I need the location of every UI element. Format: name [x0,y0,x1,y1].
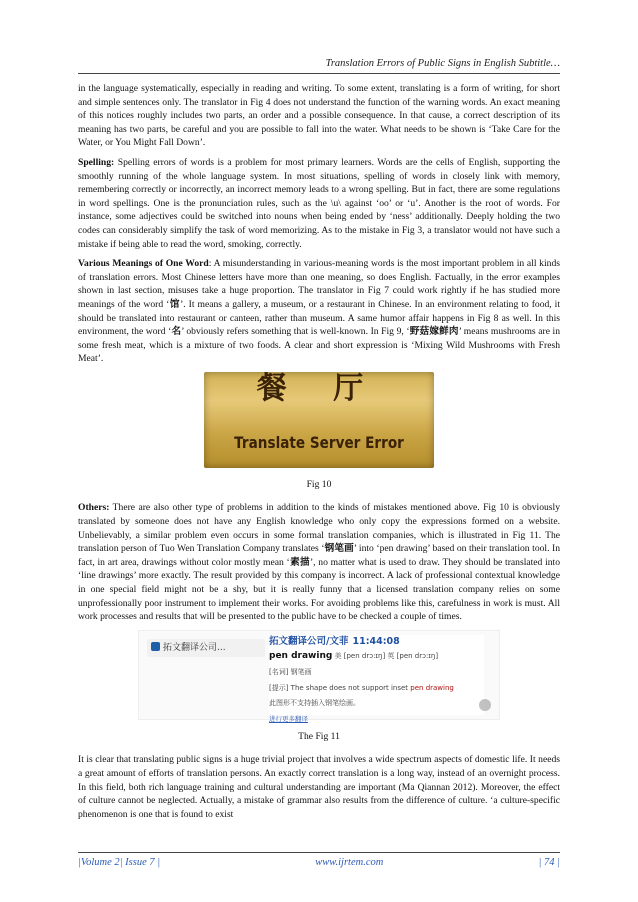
more-link-line [269,713,484,727]
paragraph-spelling [78,156,560,251]
spelling-heading: Spelling: [78,156,115,168]
header-rule [78,73,560,74]
warning-word: pen drawing [410,683,454,692]
others-text-b: ’ into ‘pen drawing’ based on their translation tool. In fact, in art area, drawings without color mostly mean ‘ [78,543,561,568]
cjk-term-pen-drawing: 钢笔画 [324,543,354,555]
paragraph-others [78,501,560,623]
sign-english-text: Translate Server Error [234,432,404,452]
translation-company-logo [147,639,265,657]
others-heading: Others: [78,502,110,514]
more-translation-link: 进行更多翻译 [269,714,308,723]
translated-word: pen drawing [269,651,333,662]
figure-10-caption: Fig 10 [306,478,332,490]
panel-title-text: 拓文翻译公司/文菲 [269,635,349,647]
footer-volume: |Volume 2| Issue 7 | [78,857,161,868]
phonetic: 美 [pen drɔ:ɪŋ] 英 [pen drɔ:ɪŋ] [334,652,439,661]
others-text-c: ’, no matter what is used to draw. They should be translated into ‘line drawings’ more exactly. The result provided by this company is incorrect. A lack of professional contextual knowledge in one special field might not be a shy, but it is really funny that a licensed translation company relies on some unprofessionally poor instrument to implement their works. For avoiding problems like this, carefulness in work is must. All work processes and results that will be presented to the public have to be checked a couple of times. [78,556,561,623]
body-text [78,82,560,827]
running-header: Translation Errors of Public Signs in English Subtitle… [325,58,560,69]
various-meanings-text-d: ’ means mushrooms are in some fresh meat, which is a mixture of two foods. A clear and short expression is ‘Mixing Wild Mushrooms with Fresh Meat’. [78,326,561,365]
footer-page-number: | 74 | [538,857,560,868]
figure-10-sign-photo [204,372,434,468]
sign-chinese-text: 餐 厅 [256,370,382,406]
various-meanings-text-a: : A misunderstanding in various-meaning words is the most important problem in all kinds of translation errors. Most Chinese letters have more than one meaning, so does English. Factually, in the error examples shown in last section, misuses take a huge proportion. The translator in Fig 7 could work rightly if he has studied more meanings of the word ‘ [78,258,560,310]
spelling-text: Spelling errors of words is a problem for most primary learners. Words are the cells of English, supporting the smoothly running of the whole language system. In most situations, spelling of words in closely link with memory, remembering correctly or incorrectly, an incorrect memory leads to a wrong spelling. But in fact, there are some regulations in word spellings. One is the pronunciation rules, such as the \u\ against ‘oo’ or ‘u’. Another is the root of words. For instance, some adjectives could be switched into nouns when being ended by ‘ness’ additionally. Deeply holding the two codes can considerably simplify the task of word memorizing. As to the mistake in Fig 3, a translator would not have such a mistake if being able to read the word, smoking, correctly. [78,156,560,250]
various-meanings-text-b: ’. It means a gallery, a museum, or a restaurant in Chinese. In an environment relating to food, it should be translated into restaurant or canteen, rather than museum. A same humor affair happens in Fig 8 as well. In this environment, the word ‘ [78,298,560,338]
panel-title [269,635,484,649]
page-footer [78,857,560,868]
warning-text: [提示] The shape does not support inset [269,683,411,692]
paragraph-various-meanings [78,257,560,366]
translation-result-panel [269,635,484,723]
company-logo-icon [151,642,160,651]
cjk-term-guan: 馆 [169,298,181,310]
footer-rule [78,852,560,853]
word-line [269,650,484,664]
warning-line [269,682,484,696]
panel-time: 11:44:08 [352,635,400,647]
company-logo-text: 拓文翻译公司... [163,642,226,653]
zoom-icon [479,699,491,711]
various-meanings-heading: Various Meanings of One Word [78,258,209,270]
footer-website: www.ijrtem.com [315,857,384,868]
cjk-term-mushroom: 野菇嫁鲜肉 [409,326,459,338]
paragraph-conclusion: It is clear that translating public signs is a huge trivial project that involves a wide spectrum aspects of domestic life. It needs a great amount of efforts of translation persons. An exactly correct translation is a long way, instead of an overnight process. In this field, both rich language training and cultural understanding are important (Ma Qiannan 2012). Moreover, the effect of culture cannot be neglected. Actually, a mistake of grammar also results from the difference of culture. ‘a culture-specific phenomenon is one that is found to exist [78,754,560,820]
definition-line: [名词] 钢笔画 [269,668,312,676]
note-line: 此图形不支持插入钢笔绘画。 [269,699,360,708]
various-meanings-text-c: ’ obviously refers something that is well-known. In Fig 9, ‘ [181,326,410,338]
figure-11-caption: The Fig 11 [298,730,340,742]
cjk-term-sketch: 素描 [289,556,310,568]
figure-11-screenshot [138,630,500,723]
paragraph-1: in the language systematically, especially in reading and writing. To some extent, translating is a form of writing, for short and simple sentences only. The translator in Fig 4 does not understand the function of the warning words. An exact meaning of this notices roughly includes two parts, an order and a possible consequence. In that cause, a correct description of its meaning has two parts, be careful and you are possible to fall into the water. What needs to be shown is ‘Take Care for the Water, or You Might Fall Down’. [78,83,560,149]
cjk-term-ming: 名 [171,326,182,338]
others-text-a: There are also other type of problems in addition to the kinds of mistakes mentioned above. Fig 10 is obviously translated by someone does not have any English knowledge who only copy the expressions formed on a website. Unbelievably, a similar problem even occurs in some formal translation companies, which is illustrated in Fig 11. The translation person of Tuo Wen Translation Company translates ‘ [78,502,560,555]
